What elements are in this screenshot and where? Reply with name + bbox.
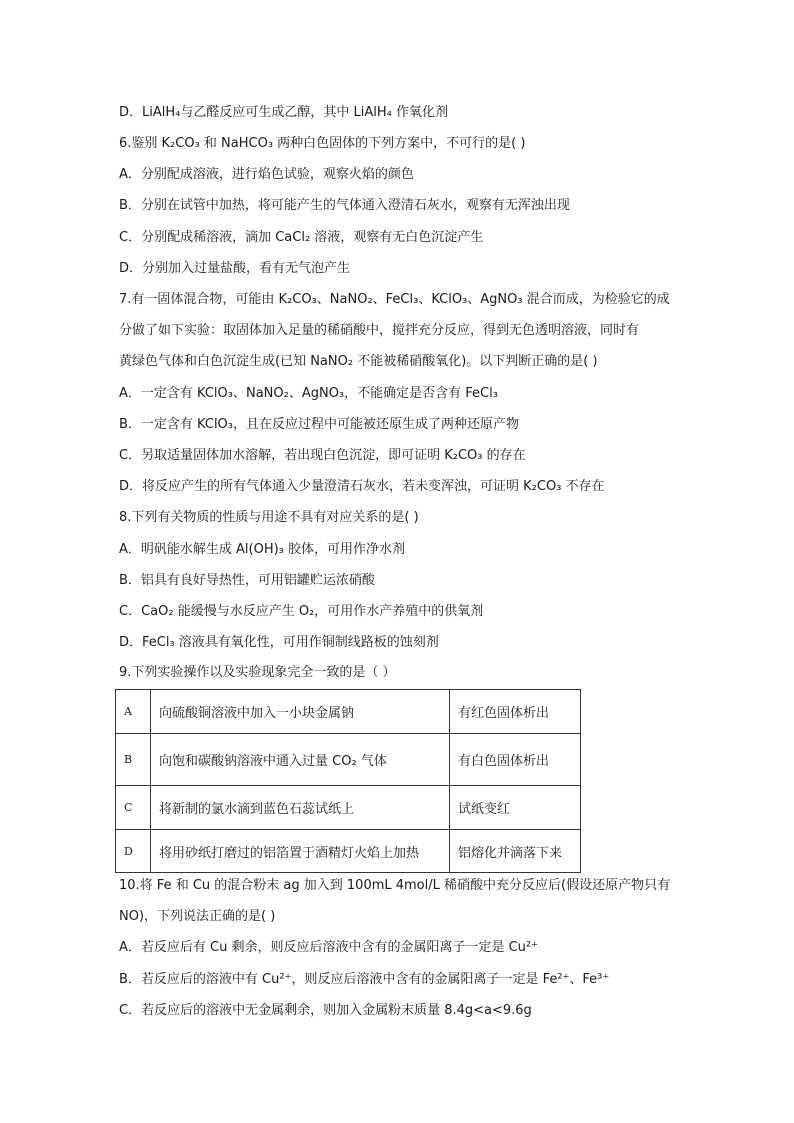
question-7-line-2: 分做了如下实验：取固体加入足量的稀硝酸中，搅拌充分反应，得到无色透明溶液，同时有 — [119, 323, 640, 338]
option-operation: 将用砂纸打磨过的铝箔置于酒精灯火焰上加热 — [151, 830, 450, 873]
option-key: D — [116, 830, 151, 873]
option-operation: 向饱和碳酸钠溶液中通入过量 CO₂ 气体 — [151, 734, 450, 786]
q6-option-b: B．分别在试管中加热，将可能产生的气体通入澄清石灰水，观察有无浑浊出现 — [119, 198, 570, 213]
option-result: 有红色固体析出 — [450, 690, 581, 734]
q7-option-a: A．一定含有 KClO₃、NaNO₂、AgNO₃，不能确定是否含有 FeCl₃ — [119, 386, 498, 401]
question-10-line-2: NO)，下列说法正确的是( ) — [119, 909, 276, 924]
option-result: 试纸变红 — [450, 786, 581, 830]
q8-option-c: C．CaO₂ 能缓慢与水反应产生 O₂，可用作水产养殖中的供氧剂 — [119, 604, 484, 619]
table-row — [116, 690, 581, 734]
option-operation: 将新制的氯水滴到蓝色石蕊试纸上 — [151, 786, 450, 830]
q6-option-d: D．分别加入过量盐酸，看有无气泡产生 — [119, 261, 351, 276]
question-10-line-1: 10.将 Fe 和 Cu 的混合粉末 ag 加入到 100mL 4mol/L 稀硝酸中充分反应后(假设还原产物只有 — [119, 878, 671, 893]
table-row — [116, 830, 581, 873]
q10-option-a: A．若反应后有 Cu 剩余，则反应后溶液中含有的金属阳离子一定是 Cu²⁺ — [119, 940, 538, 955]
q7-option-d: D．将反应产生的所有气体通入少量澄清石灰水，若未变浑浊，可证明 K₂CO₃ 不存在 — [119, 479, 605, 494]
q9-options-table — [115, 689, 581, 873]
question-9: 9.下列实验操作以及实验现象完全一致的是（ ） — [119, 665, 396, 680]
question-6: 6.鉴别 K₂CO₃ 和 NaHCO₃ 两种白色固体的下列方案中，不可行的是( ) — [119, 136, 526, 151]
q10-option-b: B．若反应后的溶液中有 Cu²⁺，则反应后溶液中含有的金属阳离子一定是 Fe²⁺、Fe³⁺ — [119, 972, 610, 987]
question-7-line-1: 7.有一固体混合物，可能由 K₂CO₃、NaNO₂、FeCl₃、KClO₃、AgNO₃ 混合而成，为检验它的成 — [119, 292, 670, 307]
q6-option-a: A．分别配成溶液，进行焰色试验，观察火焰的颜色 — [119, 167, 414, 182]
q7-option-c: C．另取适量固体加水溶解，若出现白色沉淀，即可证明 K₂CO₃ 的存在 — [119, 448, 526, 463]
option-operation: 向硫酸铜溶液中加入一小块金属钠 — [151, 690, 450, 734]
q5-option-d: D．LiAlH₄与乙醛反应可生成乙醇，其中 LiAlH₄ 作氧化剂 — [119, 105, 448, 120]
option-key: A — [116, 690, 151, 734]
option-key: B — [116, 734, 151, 786]
question-7-line-3: 黄绿色气体和白色沉淀生成(已知 NaNO₂ 不能被稀硝酸氧化)。以下判断正确的是( ) — [119, 354, 598, 369]
option-key: C — [116, 786, 151, 830]
q7-option-b: B．一定含有 KClO₃，且在反应过程中可能被还原生成了两种还原产物 — [119, 417, 519, 432]
q10-option-c: C．若反应后的溶液中无金属剩余，则加入金属粉末质量 8.4g<a<9.6g — [119, 1003, 532, 1018]
option-result: 铝熔化并滴落下来 — [450, 830, 581, 873]
q8-option-d: D．FeCl₃ 溶液具有氧化性，可用作铜制线路板的蚀刻剂 — [119, 635, 439, 650]
option-result: 有白色固体析出 — [450, 734, 581, 786]
q8-option-b: B．铝具有良好导热性，可用铝罐贮运浓硝酸 — [119, 573, 375, 588]
q6-option-c: C．分别配成稀溶液，滴加 CaCl₂ 溶液，观察有无白色沉淀产生 — [119, 230, 484, 245]
table-row — [116, 734, 581, 786]
q8-option-a: A．明矾能水解生成 Al(OH)₃ 胶体，可用作净水剂 — [119, 542, 406, 557]
table-row — [116, 786, 581, 830]
question-8: 8.下列有关物质的性质与用途不具有对应关系的是( ) — [119, 510, 419, 525]
